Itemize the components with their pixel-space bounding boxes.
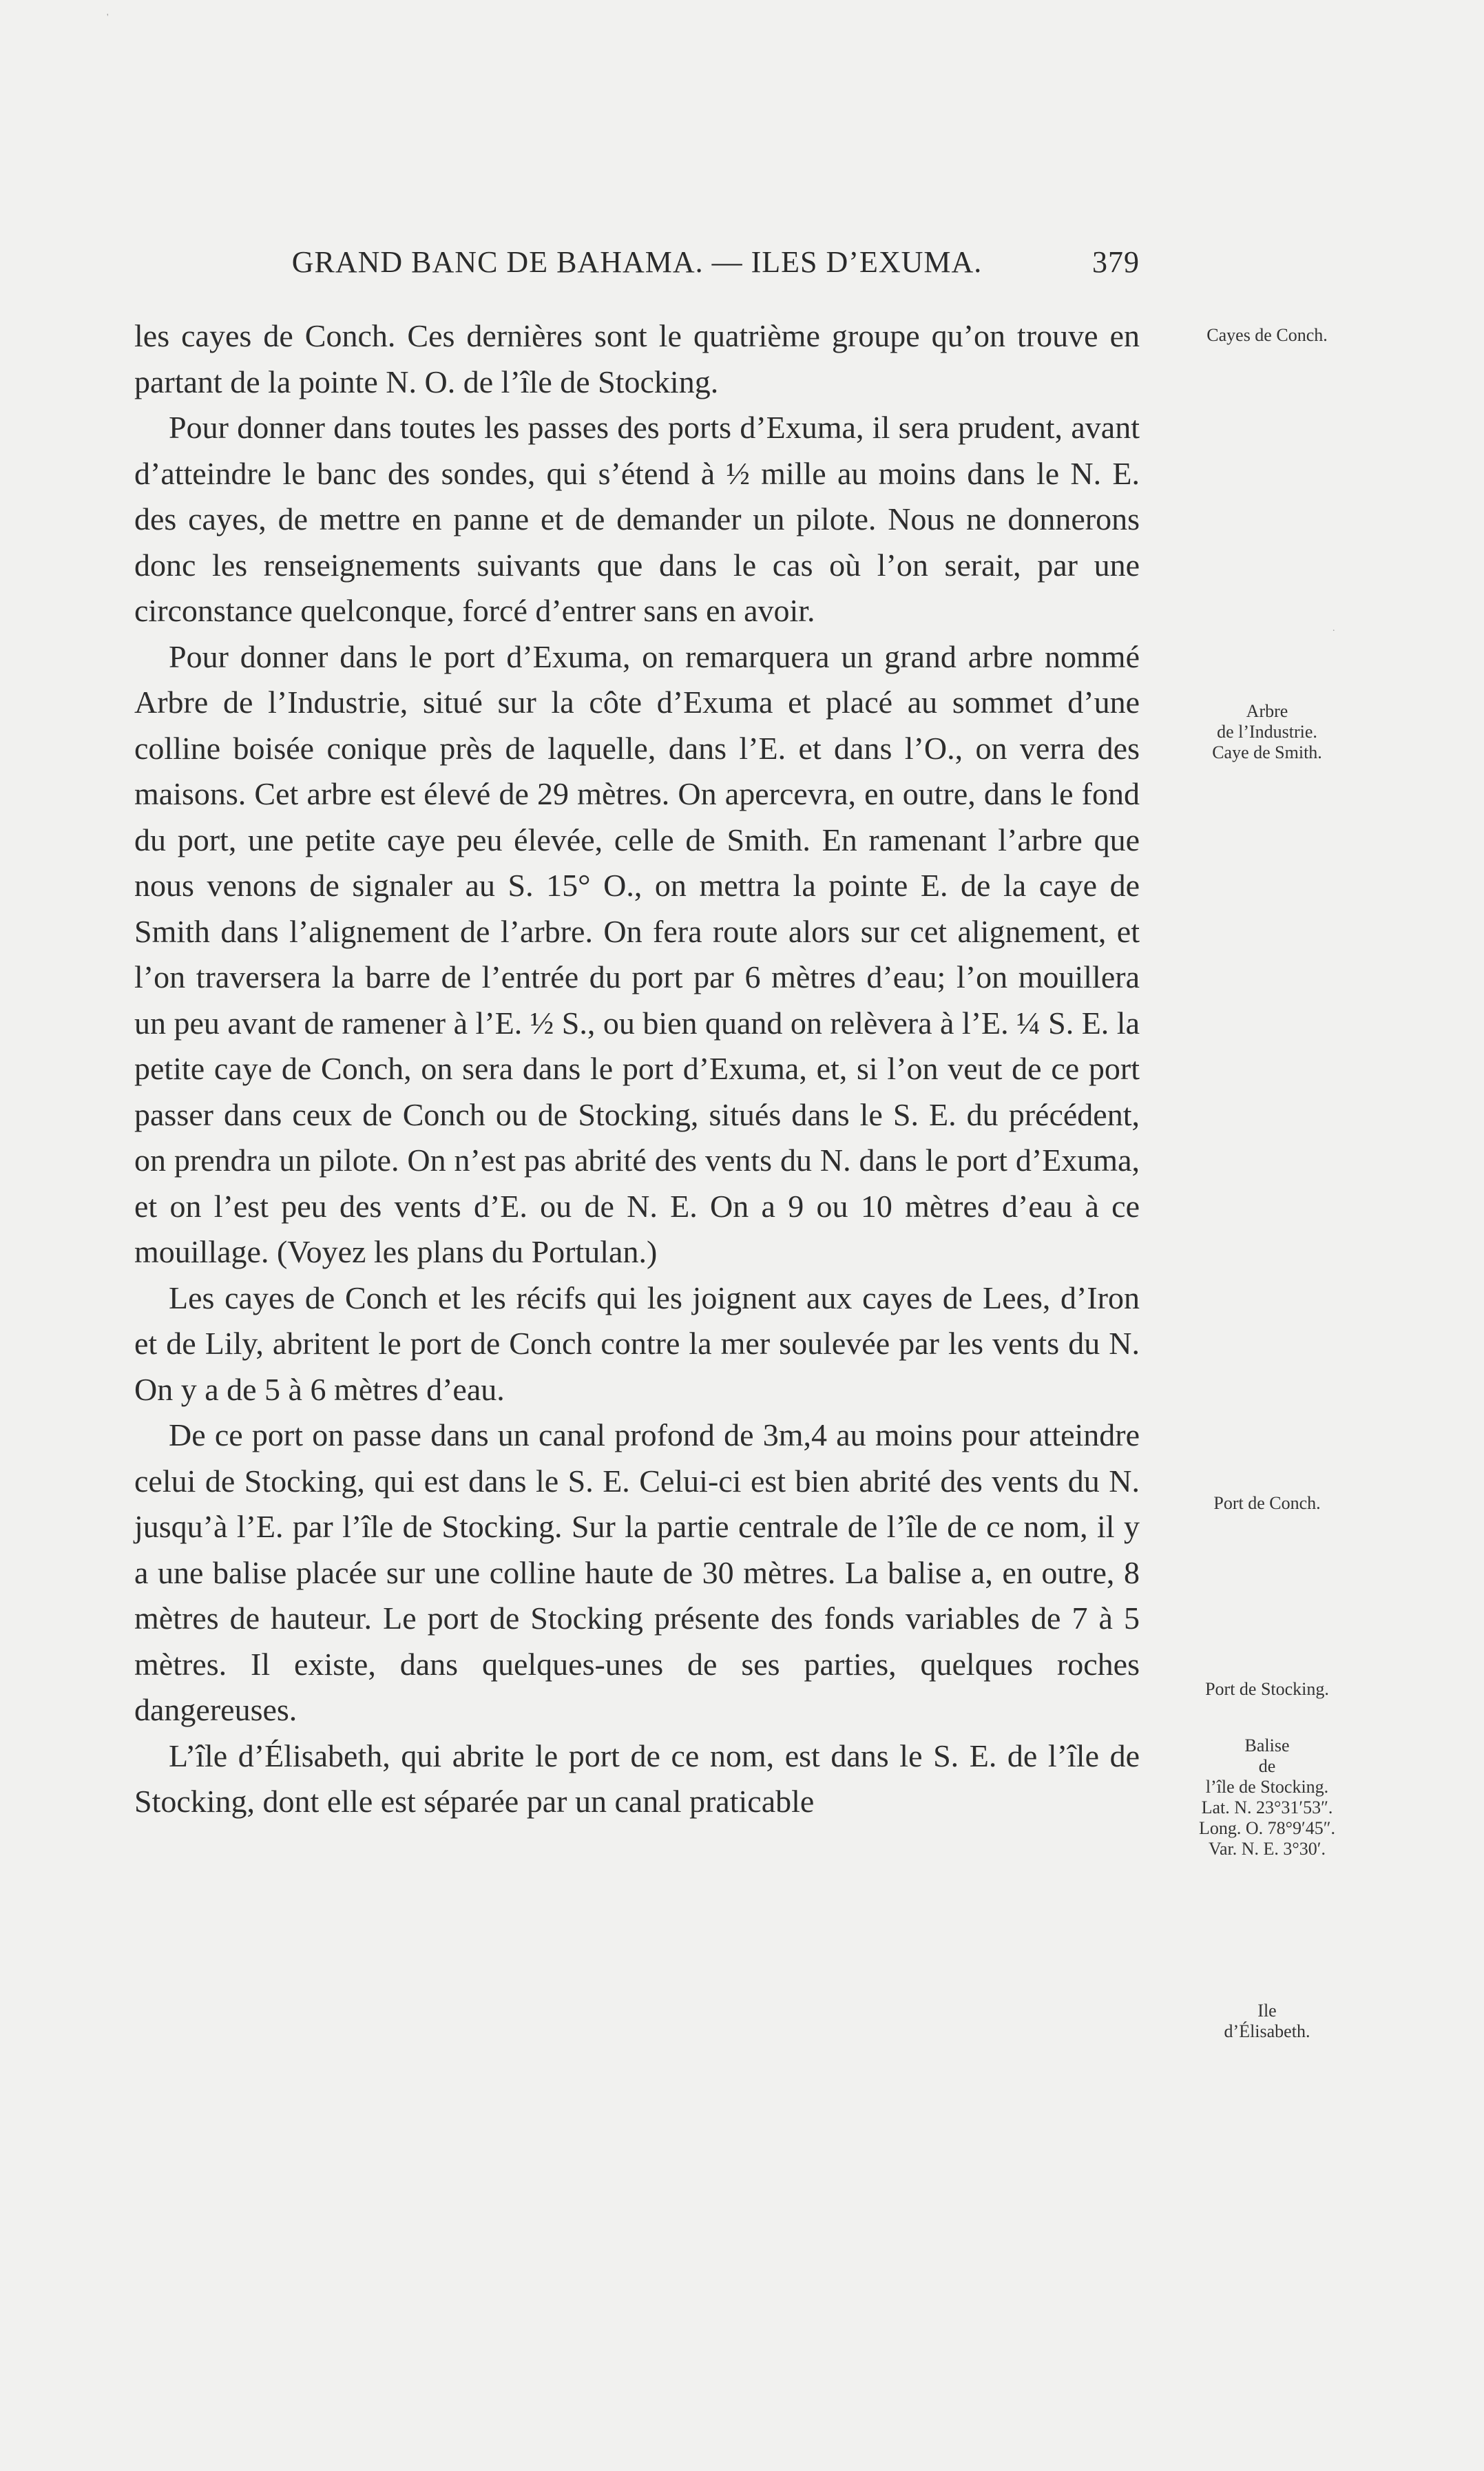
margin-note-arbre: Arbre de l’Industrie. Caye de Smith. [1212,701,1322,762]
margin-note-elisabeth: Ile d’Élisabeth. [1224,2001,1310,2041]
page-number: 379 [1092,245,1140,279]
paper-speck: ' [107,12,109,23]
paragraph-passes: Pour donner dans toutes les passes des ports d’Exuma, il sera prudent, avant d’atteindre le banc des sondes, qui s’étend à ½ mille au moins dans le N. E. des cayes, de mettre en panne et de demander un pilote. Nous ne donnerons donc les renseignements suivants que dans le cas où l’on serait, par une circonstance quelconque, forcé d’entrer sans en avoir. [134,410,1140,628]
margin-note-cayes-conch: Cayes de Conch. [1206,325,1328,345]
paragraph-continuation: les cayes de Conch. Ces dernières sont le quatrième groupe qu’on trouve en partant de la pointe N. O. de l’île de Stocking. [134,318,1140,399]
main-text [134,313,1140,1825]
margin-note-balise: Balise de l’île de Stocking. Lat. N. 23°31′53″. Long. O. 78°9′45″. Var. N. E. 3°30′. [1198,1735,1336,1859]
paragraph-elisabeth: L’île d’Élisabeth, qui abrite le port de ce nom, est dans le S. E. de l’île de Stocking, dont elle est séparée par un canal praticable [134,1738,1140,1819]
paragraph-port-conch: Les cayes de Conch et les récifs qui les joignent aux cayes de Lees, d’Iron et de Lily, abritent le port de Conch contre la mer soulevée par les vents du N. On y a de 5 à 6 mètres d’eau. [134,1280,1140,1407]
header-title: GRAND BANC DE BAHAMA. — ILES D’EXUMA. [291,245,983,279]
margin-note-port-conch: Port de Conch. [1213,1493,1321,1513]
paper-speck: . [1333,623,1335,634]
running-header [210,244,1140,280]
paragraph-port-exuma: Pour donner dans le port d’Exuma, on remarquera un grand arbre nommé Arbre de l’Industrie, situé sur la côte d’Exuma et placé au sommet d’une colline boisée conique près de laquelle, dans l’E. et dans l’O., on verra des maisons. Cet arbre est élevé de 29 mètres. On apercevra, en outre, dans le fond du port, une petite caye peu élevée, celle de Smith. En ramenant l’arbre que nous venons de signaler au S. 15° O., on mettra la pointe E. de la caye de Smith dans l’alignement de l’arbre. On fera route alors sur cet alignement, et l’on traversera la barre de l’entrée du port par 6 mètres d’eau; l’on mouillera un peu avant de ramener à l’E. ½ S., ou bien quand on relèvera à l’E. ¼ S. E. la petite caye de Conch, on sera dans le port d’Exuma, et, si l’on veut de ce port passer dans ceux de Conch ou de Stocking, situés dans le S. E. du précédent, on prendra un pilote. On n’est pas abrité des vents du N. dans le port d’Exuma, et on l’est peu des vents d’E. ou de N. E. On a 9 ou 10 mètres d’eau à ce mouillage. (Voyez les plans du Portulan.) [134,638,1140,1269]
paragraph-port-stocking: De ce port on passe dans un canal profond de 3m,4 au moins pour atteindre celui de Stocking, qui est dans le S. E. Celui-ci est bien abrité des vents du N. jusqu’à l’E. par l’île de Stocking. Sur la partie centrale de l’île de ce nom, il y a une balise placée sur une colline haute de 30 mètres. La balise a, en outre, 8 mètres de hauteur. Le port de Stocking présente des fonds variables de 7 à 5 mètres. Il existe, dans quelques-unes de ses parties, quelques roches dangereuses. [134,1417,1140,1727]
margin-note-port-stocking: Port de Stocking. [1205,1679,1329,1699]
